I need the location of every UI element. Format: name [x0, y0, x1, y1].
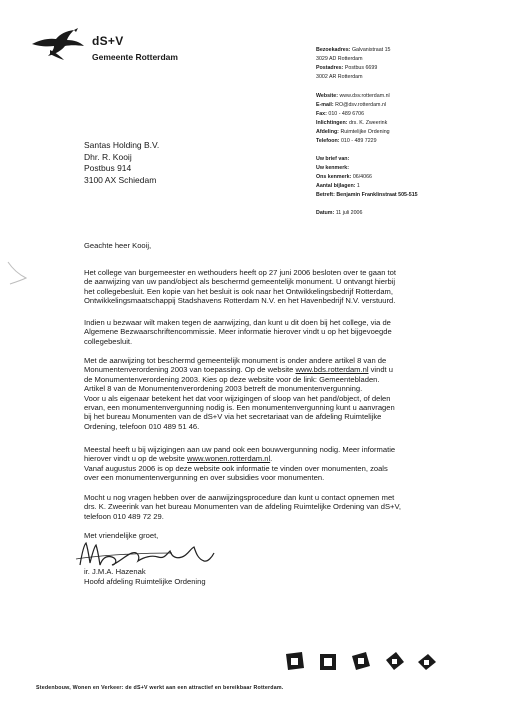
- text-line: Ordening, telefoon 010 489 51 46.: [84, 421, 200, 431]
- text-line: Met de aanwijzing tot beschermd gemeentelijk monument is onder andere artikel 8 van de: [84, 356, 387, 365]
- paragraph-5: [84, 493, 462, 521]
- text-line: Indien u bezwaar wilt maken tegen de aanwijzing, dan kunt u dit doen bij het college, via de: [84, 318, 391, 327]
- closing: Met vriendelijke groet,: [84, 531, 159, 540]
- address-line-3: Postadres: Postbus 6699: [316, 65, 378, 71]
- ref-betreft: Betreft: Benjamin Franklinstraat 505-515: [316, 192, 418, 198]
- address-line-1: Bezoekadres: Galvanistraat 15: [316, 47, 391, 53]
- recipient-line: Postbus 914: [84, 163, 132, 173]
- text-line: telefoon 010 489 72 29.: [84, 511, 164, 521]
- signer-title: Hoofd afdeling Ruimtelijke Ordening: [84, 577, 206, 586]
- text-line: drs. K. Zweerink van het bureau Monumenten van de afdeling Ruimtelijke Ordening van dS+V,: [84, 502, 401, 512]
- text-line: het collegebesluit. Een kopie van het besluit is ook naar het Ontwikkelingsbedrijf Rotterdam,: [84, 286, 393, 296]
- text-line: ervan, een monumentenvergunning nodig is. Een monumentenvergunning kunt u aanvragen: [84, 403, 395, 413]
- footer-tagline: Stedenbouw, Wonen en Verkeer: de dS+V werkt aan een attractief en bereikbaar Rotterdam.: [36, 685, 284, 691]
- text-line: de aanwijzing van uw pand/object als beschermd gemeentelijk monument. U ontvangt hierbij: [84, 277, 396, 287]
- paragraph-1: [84, 268, 462, 306]
- signer-name: ir. J.M.A. Hazenak: [84, 567, 146, 576]
- recipient-address: [84, 140, 159, 186]
- paragraph-3: [84, 356, 462, 431]
- org-subtitle: Gemeente Rotterdam: [92, 52, 178, 62]
- contact-afdeling: Afdeling: Ruimtelijke Ordening: [316, 129, 390, 135]
- margin-mark-icon: [4, 258, 34, 288]
- text-line: de Monumentenverordening 2003. Kies op deze website voor de link: Gemeentebladen.: [84, 374, 380, 384]
- text-line: over een monumentenvergunning en over subsidies voor monumenten.: [84, 473, 325, 483]
- text-line: hierover vindt u op de website www.wonen.rotterdam.nl.: [84, 454, 273, 464]
- ref-ons-kenmerk: Ons kenmerk: 06/4066: [316, 174, 372, 180]
- ref-datum: Datum: 11 juli 2006: [316, 210, 363, 216]
- ref-uw-brief: Uw brief van:: [316, 156, 350, 162]
- ref-bijlagen: Aantal bijlagen: 1: [316, 183, 360, 189]
- text-line: bij het bureau Monumenten van de dS+V via het secretariaat van de afdeling Ruimtelijke: [84, 412, 382, 422]
- text-line: Meestal heeft u bij wijzigingen aan uw pand ook een bouwvergunning nodig. Meer informatie: [84, 445, 396, 454]
- text-line: Voor u als eigenaar betekent het dat voor wijzigingen of sloop van het pand/object, of delen: [84, 393, 391, 403]
- paragraph-2: [84, 318, 462, 346]
- contact-website: Website: www.dsv.rotterdam.nl: [316, 93, 390, 99]
- text-line: Artikel 8 van de Monumentenverordening 2003 betreft de monumentenvergunning.: [84, 384, 363, 394]
- text-line: Mocht u nog vragen hebben over de aanwijzingsprocedure dan kunt u contact opnemen met: [84, 493, 395, 502]
- decorative-cubes-icon: [282, 650, 442, 674]
- text-line: Monumentenverordening 2003 van toepassing. Op de website www.bds.rotterdam.nl vindt u: [84, 365, 393, 375]
- contact-fax: Fax: 010 - 489 6706: [316, 111, 365, 117]
- contact-inlichtingen: Inlichtingen: drs. K. Zweerink: [316, 120, 388, 126]
- logo-bird-icon: [30, 28, 86, 62]
- text-line: Ontwikkelingsmaatschappij Stadshavens Rotterdam N.V. en het Havenbedrijf N.V. verstuurd.: [84, 296, 396, 306]
- recipient-line: 3100 AX Schiedam: [84, 174, 157, 185]
- address-line-2: 3029 AD Rotterdam: [316, 56, 363, 62]
- paragraph-4: [84, 445, 462, 483]
- salutation: Geachte heer Kooij,: [84, 241, 152, 250]
- website-link-bds[interactable]: www.bds.rotterdam.nl: [295, 365, 369, 375]
- address-line-4: 3002 AR Rotterdam: [316, 74, 363, 80]
- website-link-wonen[interactable]: www.wonen.rotterdam.nl: [187, 454, 271, 464]
- contact-email: E-mail: RO@dsv.rotterdam.nl: [316, 102, 387, 108]
- text-line: collegebesluit.: [84, 336, 133, 346]
- text-line: Het college van burgemeester en wethouders heeft op 27 juni 2006 besloten over te gaan tot: [84, 268, 396, 277]
- org-name: dS+V: [92, 34, 124, 48]
- contact-telefoon: Telefoon: 010 - 489 7229: [316, 138, 377, 144]
- text-line: Vanaf augustus 2006 is op deze website ook informatie te vinden over monumenten, zoals: [84, 463, 388, 473]
- recipient-line: Dhr. R. Kooij: [84, 151, 132, 162]
- ref-uw-kenmerk: Uw kenmerk:: [316, 165, 349, 171]
- text-line: Algemene Bezwaarschriftencommissie. Meer informatie hierover vindt u op het bijgevoegde: [84, 327, 392, 337]
- recipient-line: Santas Holding B.V.: [84, 140, 160, 150]
